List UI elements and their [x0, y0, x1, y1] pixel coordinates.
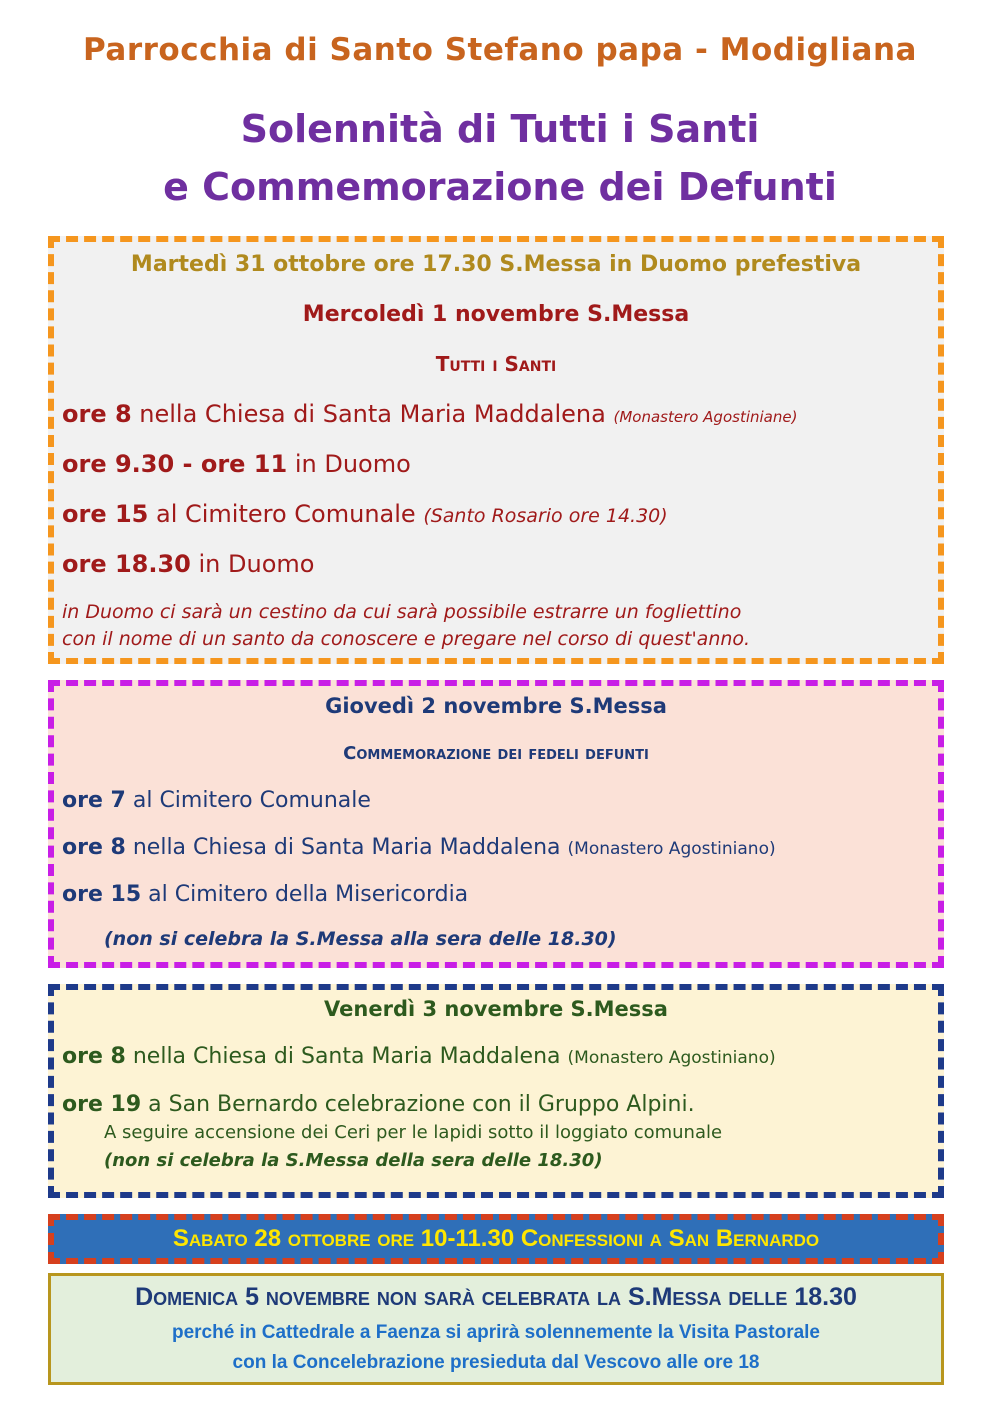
candles-note: A seguire accensione dei Ceri per le lapidi sotto il loggiato comunale — [104, 1122, 723, 1143]
schedule-time: ore 18.30 — [62, 550, 191, 578]
schedule-item — [62, 500, 668, 528]
title-line-2: e Commemorazione dei Defunti — [163, 165, 837, 209]
schedule-time: ore 7 — [62, 788, 126, 813]
schedule-place: al Cimitero Comunale — [125, 788, 371, 813]
schedule-time: ore 8 — [62, 835, 126, 860]
page-title — [0, 100, 1000, 216]
confessions-text: Sabato 28 ottobre ore 10-11.30 Confessioni a San Bernardo — [172, 1225, 820, 1252]
schedule-place: in Duomo — [287, 450, 411, 478]
basket-note-line-1: in Duomo ci sarà un cestino da cui sarà possibile estrarre un fogliettino — [62, 601, 742, 623]
schedule-time: ore 19 — [62, 1092, 142, 1117]
all-souls-label: Commemorazione dei fedeli defunti — [343, 743, 649, 764]
schedule-place: al Cimitero Comunale — [148, 500, 424, 528]
schedule-note: (Santo Rosario ore 14.30) — [423, 505, 668, 527]
schedule-note: (Monastero Agostiniano) — [567, 1048, 776, 1068]
schedule-item — [62, 400, 797, 428]
no-evening-mass-note: (non si celebra la S.Messa alla sera delle 18.30) — [104, 928, 617, 950]
schedule-time: ore 9.30 - ore 11 — [62, 450, 288, 478]
no-evening-mass-note: (non si celebra la S.Messa della sera delle 18.30) — [104, 1150, 603, 1171]
schedule-item — [62, 450, 411, 478]
parish-title: Parrocchia di Santo Stefano papa - Modigliana — [83, 32, 917, 68]
schedule-place: nella Chiesa di Santa Maria Maddalena — [125, 1044, 568, 1069]
schedule-item — [62, 835, 776, 860]
schedule-time: ore 15 — [62, 882, 142, 907]
schedule-time: ore 15 — [62, 500, 149, 528]
schedule-item — [62, 1092, 695, 1117]
schedule-item — [62, 788, 371, 813]
schedule-item — [62, 550, 314, 578]
basket-note-line-2: con il nome di un santo da conoscere e pregare nel corso di quest'anno. — [62, 628, 751, 650]
schedule-time: ore 8 — [62, 400, 132, 428]
title-line-1: Solennità di Tutti i Santi — [240, 107, 760, 151]
schedule-note: (Monastero Agostiniane) — [613, 408, 798, 426]
schedule-place: in Duomo — [190, 550, 315, 578]
schedule-place: al Cimitero della Misericordia — [141, 882, 469, 907]
schedule-place: a San Bernardo celebrazione con il Gruppo Alpini. — [141, 1092, 695, 1117]
schedule-item — [62, 1044, 776, 1069]
sunday-notice-line-3: con la Concelebrazione presieduta dal Vescovo alle ore 18 — [232, 1352, 760, 1373]
friday-heading: Venerdì 3 novembre S.Messa — [324, 997, 668, 1021]
sunday-notice-heading: Domenica 5 novembre non sarà celebrata la S.Messa delle 18.30 — [135, 1283, 857, 1311]
all-saints-label: Tutti i Santi — [435, 352, 557, 376]
tuesday-vigil-line: Martedì 31 ottobre ore 17.30 S.Messa in Duomo prefestiva — [130, 252, 862, 277]
schedule-note: (Monastero Agostiniano) — [567, 839, 776, 859]
schedule-place: nella Chiesa di Santa Maria Maddalena — [125, 835, 568, 860]
wednesday-heading: Mercoledì 1 novembre S.Messa — [302, 302, 690, 327]
sunday-notice-line-2: perché in Cattedrale a Faenza si aprirà solennemente la Visita Pastorale — [171, 1322, 821, 1343]
thursday-heading: Giovedì 2 novembre S.Messa — [325, 694, 667, 718]
schedule-time: ore 8 — [62, 1044, 126, 1069]
schedule-item — [62, 882, 468, 907]
all-souls-box — [48, 680, 944, 968]
schedule-place: nella Chiesa di Santa Maria Maddalena — [131, 400, 614, 428]
